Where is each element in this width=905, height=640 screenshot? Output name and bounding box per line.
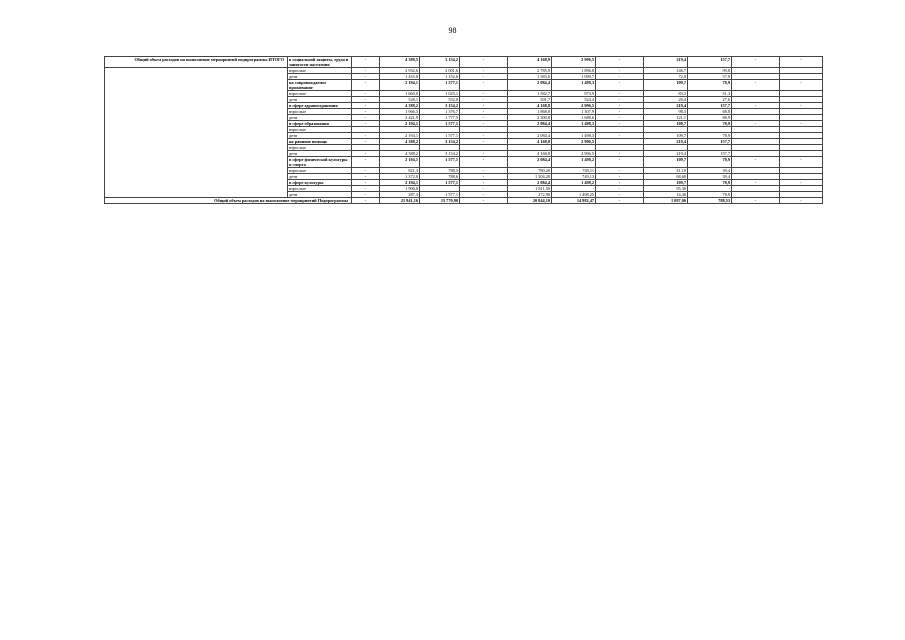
value-cell: 1 896,8: [552, 68, 596, 74]
value-cell: 1 498,3: [552, 121, 596, 127]
value-cell: 2 084,4: [508, 157, 552, 168]
value-cell: 1 383,0: [508, 74, 552, 80]
value-cell: 749,13: [552, 174, 596, 180]
value-cell: -: [352, 91, 380, 97]
value-cell: 39,4: [688, 168, 732, 174]
value-cell: 1 376,7: [420, 109, 460, 115]
category-cell: в сфере образования: [288, 121, 352, 127]
value-cell: -: [780, 80, 823, 91]
value-cell: 2 996,5: [552, 151, 596, 157]
value-cell: 1 099,7: [552, 74, 596, 80]
value-cell: 39,4: [688, 174, 732, 180]
value-cell: -: [596, 151, 644, 157]
value-cell: -: [352, 68, 380, 74]
total-value-cell: -: [732, 198, 780, 204]
value-cell: 1 372,8: [380, 174, 420, 180]
page-number: 98: [448, 26, 457, 35]
category-cell: в сфере здравоохранения: [288, 103, 352, 109]
value-cell: -: [552, 186, 596, 192]
value-cell: 2 421,9: [380, 115, 420, 121]
total-value-cell: -: [460, 198, 508, 204]
value-cell: 2 084,4: [508, 121, 552, 127]
value-cell: 109,7: [644, 121, 688, 127]
value-cell: 1 498,3: [552, 133, 596, 139]
value-cell: 4 388,2: [380, 139, 420, 145]
total-value-cell: -: [596, 198, 644, 204]
category-cell: дети: [288, 151, 352, 157]
value-cell: 109,7: [644, 80, 688, 91]
value-cell: 68,60: [644, 174, 688, 180]
value-cell: -: [352, 180, 380, 186]
label-spacer-cell: [105, 80, 288, 91]
value-cell: 78,9: [688, 80, 732, 91]
category-cell: дети: [288, 174, 352, 180]
value-cell: -: [352, 174, 380, 180]
value-cell: 749,11: [552, 168, 596, 174]
value-cell: -: [780, 103, 823, 109]
category-cell: в сфере физической культуры и спорта: [288, 157, 352, 168]
value-cell: -: [460, 103, 508, 109]
value-cell: -: [460, 68, 508, 74]
category-cell: взрослые: [288, 168, 352, 174]
value-cell: 3 154,2: [420, 103, 460, 109]
value-cell: 2 084,4: [508, 180, 552, 186]
category-cell: дети: [288, 133, 352, 139]
value-cell: -: [460, 80, 508, 91]
value-cell: -: [732, 121, 780, 127]
value-cell: -: [596, 80, 644, 91]
value-cell: 219,4: [644, 139, 688, 145]
total-label-cell: Общий объем расходов на выполнение мероприятий Подпрограммы: [105, 198, 352, 204]
total-value-cell: 21 941,16: [380, 198, 420, 204]
value-cell: 1 152,6: [420, 74, 460, 80]
value-cell: 26,4: [644, 97, 688, 103]
category-cell: дети: [288, 97, 352, 103]
value-cell: 78,9: [688, 192, 732, 198]
value-cell: -: [596, 192, 644, 198]
value-cell: 2 084,4: [508, 80, 552, 91]
value-cell: -: [780, 157, 823, 168]
value-cell: -: [352, 151, 380, 157]
value-cell: 501,7: [508, 97, 552, 103]
value-cell: 1 577,1: [420, 180, 460, 186]
value-cell: -: [780, 57, 823, 68]
value-cell: 121,1: [644, 115, 688, 121]
value-cell: 780,20: [508, 168, 552, 174]
value-cell: -: [352, 74, 380, 80]
table-row: [105, 157, 823, 168]
value-cell: 1 688,6: [552, 115, 596, 121]
table-row: [105, 80, 823, 91]
value-cell: 78,9: [688, 121, 732, 127]
value-cell: 552,0: [420, 97, 460, 103]
value-cell: 57,9: [688, 74, 732, 80]
value-cell: 78,9: [688, 180, 732, 186]
value-cell: 157,7: [688, 139, 732, 145]
value-cell: -: [596, 174, 644, 180]
category-cell: на сопровождаемое проживание: [288, 80, 352, 91]
value-cell: 109,7: [644, 180, 688, 186]
value-cell: -: [352, 157, 380, 168]
value-cell: 1 307,9: [552, 109, 596, 115]
value-cell: 98,3: [644, 109, 688, 115]
main-label-cell: Общий объем расходов на выполнение мероприятий подпрограммы ИТОГО: [105, 57, 288, 68]
value-cell: 2 785,9: [508, 68, 552, 74]
value-cell: 1 777,5: [420, 115, 460, 121]
value-cell: -: [460, 115, 508, 121]
value-cell: -: [596, 180, 644, 186]
value-cell: -: [596, 115, 644, 121]
value-cell: -: [460, 168, 508, 174]
value-cell: -: [460, 133, 508, 139]
value-cell: 1 577,1: [420, 192, 460, 198]
value-cell: 1 811,50: [508, 186, 552, 192]
value-cell: 1 498,2: [552, 180, 596, 186]
value-cell: 68,8: [688, 109, 732, 115]
category-cell: взрослые: [288, 127, 352, 133]
value-cell: 88,9: [688, 115, 732, 121]
value-cell: 2 194,1: [380, 180, 420, 186]
value-cell: 1 966,3: [380, 109, 420, 115]
value-cell: 2 932,6: [380, 68, 420, 74]
value-cell: -: [460, 139, 508, 145]
value-cell: -: [688, 186, 732, 192]
value-cell: -: [460, 186, 508, 192]
value-cell: -: [596, 157, 644, 168]
value-cell: 788,6: [420, 174, 460, 180]
value-cell: 157,7: [688, 103, 732, 109]
value-cell: 2 194,1: [380, 80, 420, 91]
value-cell: 272,90: [508, 192, 552, 198]
category-cell: дети: [288, 115, 352, 121]
value-cell: -: [460, 192, 508, 198]
value-cell: -: [596, 91, 644, 97]
value-cell: -: [732, 80, 780, 91]
value-cell: -: [352, 80, 380, 91]
value-cell: -: [596, 97, 644, 103]
category-cell: взрослые: [288, 91, 352, 97]
value-cell: 3 154,2: [420, 139, 460, 145]
value-cell: 1 660,0: [380, 91, 420, 97]
value-cell: -: [460, 97, 508, 103]
category-cell: взрослые: [288, 109, 352, 115]
total-row: [105, 198, 823, 204]
value-cell: -: [460, 109, 508, 115]
value-cell: 3 154,2: [420, 151, 460, 157]
value-cell: 83,3: [644, 91, 688, 97]
value-cell: -: [352, 57, 380, 68]
value-cell: -: [352, 121, 380, 127]
category-cell: на раннюю помощь: [288, 139, 352, 145]
value-cell: 2 194,1: [380, 133, 420, 139]
value-cell: 973,9: [552, 91, 596, 97]
category-cell: в сфере культуры: [288, 180, 352, 186]
table-row: [105, 57, 823, 68]
category-cell: дети: [288, 192, 352, 198]
value-cell: 2 996,5: [552, 139, 596, 145]
value-cell: -: [352, 139, 380, 145]
value-cell: 78,9: [688, 133, 732, 139]
value-cell: 4 168,9: [508, 57, 552, 68]
value-cell: 1 455,8: [380, 74, 420, 80]
total-value-cell: -: [780, 198, 823, 204]
value-cell: 4 388,5: [380, 57, 420, 68]
value-cell: -: [352, 186, 380, 192]
value-cell: 1 868,0: [508, 109, 552, 115]
value-cell: -: [352, 168, 380, 174]
value-cell: 2 084,4: [508, 133, 552, 139]
value-cell: 2 194,1: [380, 157, 420, 168]
value-cell: -: [596, 133, 644, 139]
value-cell: 78,9: [688, 157, 732, 168]
value-cell: 157,7: [688, 151, 732, 157]
value-cell: 2 001,6: [420, 68, 460, 74]
value-cell: -: [780, 180, 823, 186]
total-value-cell: 14 982,47: [552, 198, 596, 204]
value-cell: -: [596, 186, 644, 192]
value-cell: 1 577,1: [420, 121, 460, 127]
value-cell: -: [596, 103, 644, 109]
value-cell: -: [780, 121, 823, 127]
value-cell: -: [460, 180, 508, 186]
value-cell: -: [352, 103, 380, 109]
value-cell: -: [596, 109, 644, 115]
value-cell: -: [460, 157, 508, 168]
value-cell: 4 168,8: [508, 139, 552, 145]
value-cell: 1 906,8: [380, 186, 420, 192]
value-cell: 1 577,1: [420, 133, 460, 139]
value-cell: 3 154,2: [420, 57, 460, 68]
value-cell: 95,30: [644, 186, 688, 192]
value-cell: 109,7: [644, 133, 688, 139]
value-cell: 1 498,2: [552, 157, 596, 168]
value-cell: 1 577,1: [420, 157, 460, 168]
value-cell: -: [460, 91, 508, 97]
value-cell: 51,3: [688, 91, 732, 97]
category-cell: дети: [288, 74, 352, 80]
total-value-cell: -: [352, 198, 380, 204]
value-cell: 219,4: [644, 103, 688, 109]
value-cell: -: [596, 74, 644, 80]
value-cell: 109,7: [644, 157, 688, 168]
value-cell: 287,3: [380, 192, 420, 198]
category-cell: взрослые: [288, 186, 352, 192]
value-cell: 1 304,20: [508, 174, 552, 180]
value-cell: -: [460, 74, 508, 80]
value-cell: 219,4: [644, 57, 688, 68]
value-cell: 1 498,25: [552, 192, 596, 198]
value-cell: 72,8: [644, 74, 688, 80]
expenses-table: [104, 56, 823, 204]
value-cell: 2 996,5: [552, 103, 596, 109]
value-cell: -: [352, 192, 380, 198]
value-cell: 2 300,8: [508, 115, 552, 121]
total-value-cell: 1 097,06: [644, 198, 688, 204]
value-cell: 4 168,8: [508, 103, 552, 109]
value-cell: 4 388,2: [380, 103, 420, 109]
value-cell: -: [596, 121, 644, 127]
category-cell: взрослые: [288, 145, 352, 151]
value-cell: 2 996,5: [552, 57, 596, 68]
value-cell: 4 388,2: [380, 151, 420, 157]
value-cell: -: [596, 57, 644, 68]
value-cell: 821,3: [380, 168, 420, 174]
table-body: [105, 57, 823, 204]
label-spacer-cell: [105, 157, 288, 168]
value-cell: -: [460, 57, 508, 68]
value-cell: -: [732, 180, 780, 186]
value-cell: -: [352, 133, 380, 139]
value-cell: 1 025,1: [420, 91, 460, 97]
value-cell: 14,40: [644, 192, 688, 198]
value-cell: -: [460, 151, 508, 157]
total-value-cell: 15 770,90: [420, 198, 460, 204]
total-value-cell: 788,53: [688, 198, 732, 204]
value-cell: 157,7: [688, 57, 732, 68]
value-cell: 99,8: [688, 68, 732, 74]
value-cell: -: [732, 57, 780, 68]
total-value-cell: 20 844,10: [508, 198, 552, 204]
value-cell: 27,6: [688, 97, 732, 103]
category-cell: взрослые: [288, 68, 352, 74]
value-cell: -: [460, 121, 508, 127]
value-cell: 1 582,7: [508, 91, 552, 97]
category-cell: в социальной защиты, труда и занятости населения: [288, 57, 352, 68]
value-cell: 146,7: [644, 68, 688, 74]
value-cell: 524,4: [552, 97, 596, 103]
value-cell: -: [596, 168, 644, 174]
value-cell: 528,1: [380, 97, 420, 103]
value-cell: 219,4: [644, 151, 688, 157]
value-cell: 788,5: [420, 168, 460, 174]
value-cell: 4 168,8: [508, 151, 552, 157]
value-cell: 1 498,3: [552, 80, 596, 91]
value-cell: -: [352, 97, 380, 103]
value-cell: -: [732, 157, 780, 168]
value-cell: -: [732, 103, 780, 109]
value-cell: 41,10: [644, 168, 688, 174]
value-cell: -: [352, 115, 380, 121]
value-cell: 1 577,1: [420, 80, 460, 91]
value-cell: -: [460, 174, 508, 180]
value-cell: -: [596, 68, 644, 74]
value-cell: 2 194,1: [380, 121, 420, 127]
value-cell: -: [352, 109, 380, 115]
